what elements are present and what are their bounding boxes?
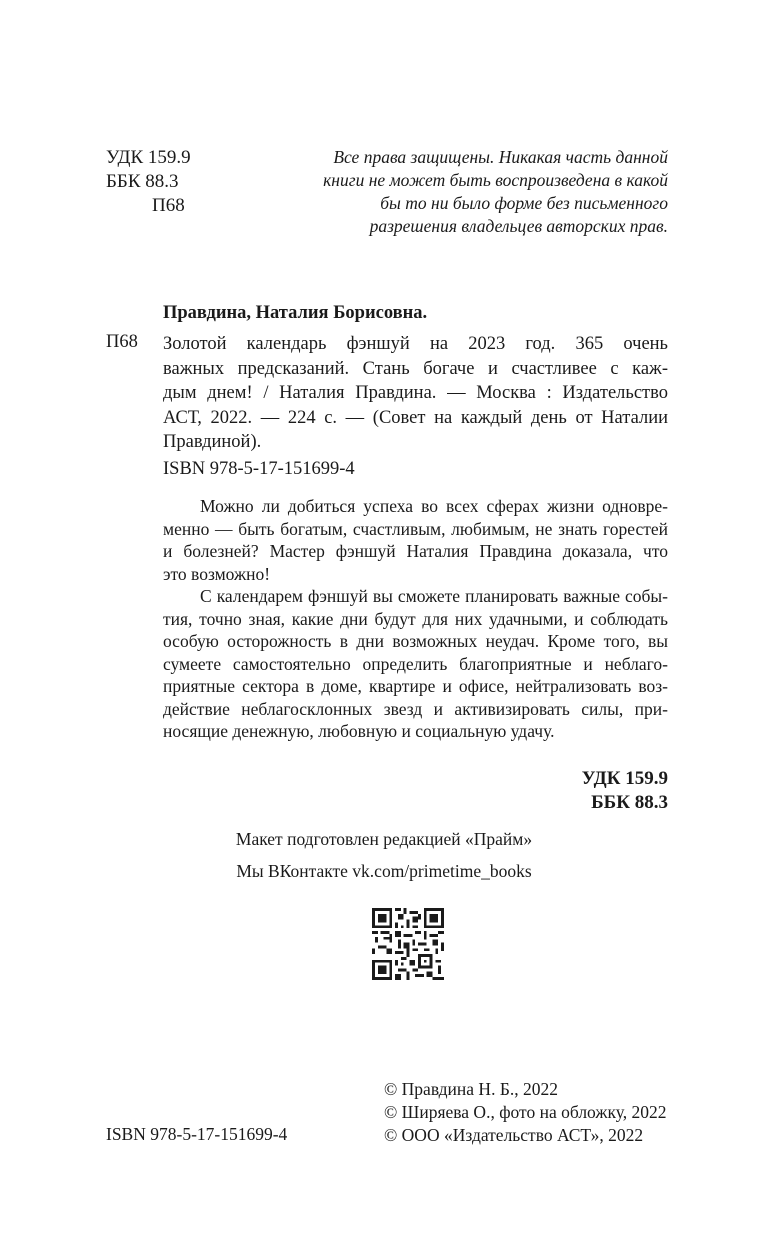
- annotation-line: менно — быть богатым, счастливым, любимым, не знать горестей: [163, 518, 668, 539]
- bib-line: Золотой календарь фэншуй на 2023 год. 365 очень: [163, 334, 668, 354]
- author-heading: Правдина, Наталия Борисовна.: [163, 303, 428, 323]
- annotation-line: Можно ли добиться успеха во всех сферах жизни одновре-: [200, 496, 668, 516]
- bib-line: дым днем! / Наталия Правдина. — Москва : Издательство: [163, 383, 668, 403]
- qr-code-icon-graphic: [372, 908, 444, 980]
- isbn-footer: ISBN 978-5-17-151699-4: [106, 1124, 288, 1144]
- bib-line: важных предсказаний. Стань богаче и счастливее с каж-: [163, 358, 668, 379]
- index-mark: П68: [106, 332, 138, 352]
- annotation-line: С календарем фэншуй вы сможете планировать важные собы-: [200, 586, 668, 606]
- bib-line: АСТ, 2022. — 224 с. — (Совет на каждый день от Наталии: [163, 407, 668, 428]
- bibliographic-record: [163, 332, 668, 455]
- maket-note: Макет подготовлен редакцией «Прайм»: [235, 829, 533, 849]
- annotation-line: особую осторожность в дни возможных неудач. Кроме того, вы: [163, 631, 668, 651]
- rights-line: книги не может быть воспроизведена в какой: [323, 170, 668, 190]
- qr-code-icon[interactable]: [372, 908, 444, 980]
- annotation-line: тия, точно зная, какие дни будут для них удачными, и соблюдать: [163, 608, 668, 629]
- annotation-line: и болезней? Мастер фэншуй Наталия Правдина доказала, что: [163, 541, 668, 561]
- annotation-line: сумеете самостоятельно определить благоприятные и неблаго-: [163, 653, 668, 674]
- annotation: [163, 495, 668, 743]
- vk-note: Мы ВКонтакте vk.com/primetime_books: [236, 861, 532, 881]
- copyright-line: © Правдина Н. Б., 2022: [384, 1079, 558, 1099]
- author-mark: П68: [152, 195, 185, 216]
- rights-notice: [296, 146, 668, 238]
- copyright-line: © ООО «Издательство АСТ», 2022: [384, 1125, 644, 1145]
- rights-line: разрешения владельцев авторских прав.: [369, 216, 668, 236]
- rights-line: Все права защищены. Никакая часть данной: [333, 147, 668, 167]
- annotation-line: это возможно!: [163, 563, 271, 584]
- isbn-record: ISBN 978-5-17-151699-4: [163, 459, 355, 479]
- annotation-line: приятные сектора в доме, квартире и офисе, нейтрализовать воз-: [163, 676, 668, 696]
- udk-code: УДК 159.9: [581, 768, 668, 789]
- copyright-block: [384, 1078, 666, 1147]
- copyright-line: © Ширяева О., фото на обложку, 2022: [384, 1102, 667, 1122]
- annotation-line: действие неблагосклонных звезд и активизировать силы, при-: [163, 698, 668, 719]
- bib-line: Правдиной).: [163, 432, 262, 452]
- udk-code: УДК 159.9: [106, 147, 191, 168]
- rights-line: бы то ни было форме без письменного: [380, 193, 668, 213]
- library-codes-bottom: [468, 767, 668, 815]
- library-codes-top: [106, 146, 191, 218]
- annotation-line: носящие денежную, любовную и социальную удачу.: [163, 721, 555, 741]
- bbk-code: ББК 88.3: [106, 171, 179, 192]
- bbk-code: ББК 88.3: [591, 792, 668, 813]
